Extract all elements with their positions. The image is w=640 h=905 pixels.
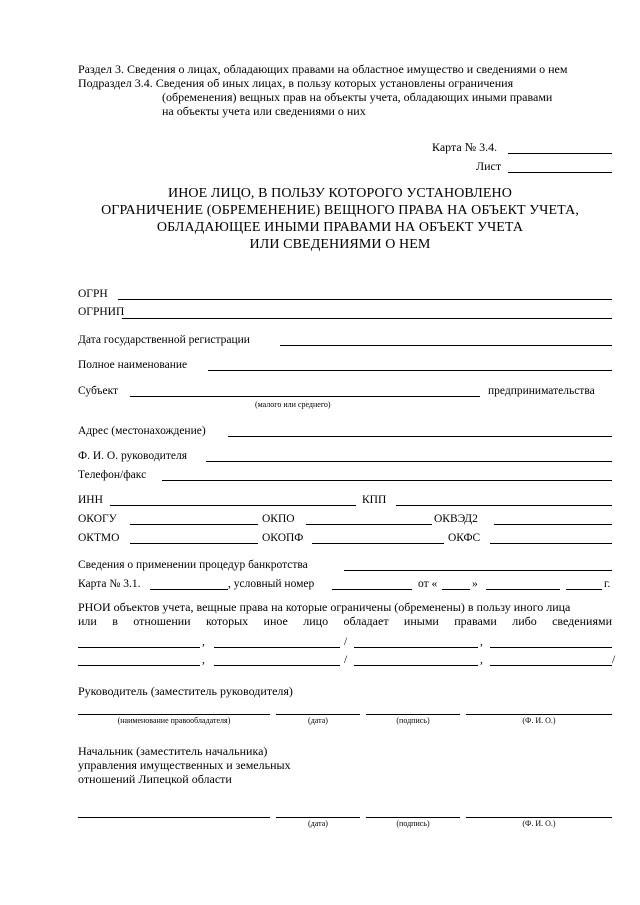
- rnoi-field[interactable]: [490, 665, 612, 666]
- holder-name-field[interactable]: [78, 714, 270, 715]
- fio-hint: (Ф. И. О.): [522, 819, 556, 828]
- rnoi-field[interactable]: [78, 647, 200, 648]
- rnoi-line2: или в отношении которых иное лицо обладает иными правами либо сведениями: [78, 614, 612, 628]
- signature-hint: (подпись): [396, 716, 430, 725]
- inn-field[interactable]: [110, 505, 356, 506]
- subsection-heading: Подраздел 3.4. Сведения об иных лицах, в пользу которых установлены ограничения: [78, 76, 514, 90]
- okopf-label: ОКОПФ: [262, 532, 304, 544]
- holder-hint: (наименование правообладателя): [117, 716, 231, 725]
- chief-title: Начальник (заместитель начальника): [78, 744, 268, 758]
- okpo-label: ОКПО: [262, 513, 295, 525]
- rnoi-field[interactable]: [214, 665, 340, 666]
- head-title: Руководитель (заместитель руководителя): [78, 684, 293, 698]
- signature-field[interactable]: [366, 817, 460, 818]
- okogu-field[interactable]: [130, 524, 258, 525]
- fio-hint: (Ф. И. О.): [522, 716, 556, 725]
- fio-field[interactable]: [466, 714, 612, 715]
- title-line: ОБЛАДАЮЩЕЕ ИНЫМИ ПРАВАМИ НА ОБЪЕКТ УЧЕТА: [156, 220, 524, 235]
- ogrnip-field[interactable]: [122, 318, 612, 319]
- cond-number-field[interactable]: [332, 589, 412, 590]
- kpp-field[interactable]: [396, 505, 612, 506]
- phone-field[interactable]: [162, 480, 612, 481]
- rnoi-field[interactable]: [78, 665, 200, 666]
- rnoi-field[interactable]: [490, 647, 612, 648]
- card31-label: Карта № 3.1.: [78, 578, 141, 590]
- fio-field[interactable]: [466, 817, 612, 818]
- ogrnip-label: ОГРНИП: [78, 306, 125, 318]
- reg-date-field[interactable]: [280, 345, 612, 346]
- from-label: от «: [418, 578, 438, 590]
- okved-label: ОКВЭД2: [434, 513, 478, 525]
- subject-field[interactable]: [130, 396, 480, 397]
- oktmo-field[interactable]: [130, 543, 258, 544]
- separator-comma: ,: [480, 654, 483, 666]
- okfs-field[interactable]: [490, 543, 612, 544]
- card-number-field[interactable]: [508, 153, 612, 154]
- director-field[interactable]: [206, 461, 612, 462]
- reg-date-label: Дата государственной регистрации: [78, 334, 250, 346]
- rnoi-field[interactable]: [354, 665, 478, 666]
- inn-label: ИНН: [78, 494, 103, 506]
- okved-field[interactable]: [494, 524, 612, 525]
- year-field[interactable]: [566, 589, 602, 590]
- subsection-heading-cont2: на объекты учета или сведениями о них: [162, 104, 366, 118]
- okfs-label: ОКФС: [448, 532, 481, 544]
- bankruptcy-label: Сведения о применении процедур банкротства: [78, 559, 308, 571]
- title-line: ИЛИ СВЕДЕНИЯМИ О НЕМ: [249, 237, 431, 252]
- entrepreneurship-label: предпринимательства: [488, 385, 595, 397]
- kpp-label: КПП: [362, 494, 387, 506]
- separator-slash: /: [344, 636, 348, 648]
- card31-field[interactable]: [150, 589, 228, 590]
- okopf-field[interactable]: [312, 543, 444, 544]
- separator-comma: ,: [202, 654, 205, 666]
- subject-label: Субъект: [78, 385, 119, 397]
- phone-label: Телефон/факс: [78, 469, 147, 481]
- cond-number-label: , условный номер: [228, 578, 315, 590]
- date-hint: (дата): [308, 819, 328, 828]
- sheet-label: Лист: [476, 159, 502, 173]
- director-label: Ф. И. О. руководителя: [78, 450, 187, 462]
- okogu-label: ОКОГУ: [78, 513, 117, 525]
- okpo-field[interactable]: [306, 524, 432, 525]
- bankruptcy-field[interactable]: [344, 570, 612, 571]
- date-hint: (дата): [308, 716, 328, 725]
- chief-title-cont: управления имущественных и земельных: [78, 758, 291, 772]
- address-field[interactable]: [228, 436, 612, 437]
- month-field[interactable]: [486, 589, 560, 590]
- ogrn-label: ОГРН: [78, 288, 108, 300]
- address-label: Адрес (местонахождение): [78, 425, 206, 437]
- rnoi-line1: РНОИ объектов учета, вещные права на которые ограничены (обременены) в пользу иного лица: [78, 600, 571, 614]
- rnoi-field[interactable]: [214, 647, 340, 648]
- full-name-label: Полное наименование: [78, 359, 188, 371]
- rnoi-field[interactable]: [354, 647, 478, 648]
- full-name-field[interactable]: [208, 370, 612, 371]
- signature-field[interactable]: [366, 714, 460, 715]
- separator-slash: /: [344, 654, 348, 666]
- signature-hint: (подпись): [396, 819, 430, 828]
- ogrn-field[interactable]: [118, 299, 612, 300]
- separator-comma: ,: [480, 636, 483, 648]
- date-field[interactable]: [276, 817, 360, 818]
- separator-comma: ,: [202, 636, 205, 648]
- date-field[interactable]: [276, 714, 360, 715]
- subject-hint: (малого или среднего): [255, 400, 331, 409]
- title-line: ОГРАНИЧЕНИЕ (ОБРЕМЕНЕНИЕ) ВЕЩНОГО ПРАВА НА ОБЪЕКТ УЧЕТА,: [101, 203, 579, 218]
- sheet-field[interactable]: [508, 172, 612, 173]
- chief-name-field[interactable]: [78, 817, 270, 818]
- day-field[interactable]: [442, 589, 470, 590]
- section-heading: Раздел 3. Сведения о лицах, обладающих правами на областное имущество и сведениями о нем: [78, 62, 568, 76]
- chief-title-cont2: отношений Липецкой области: [78, 772, 232, 786]
- separator-slash: /: [612, 654, 616, 666]
- document-title: [60, 185, 620, 253]
- year-label: г.: [604, 578, 611, 590]
- card-number-label: Карта № 3.4.: [432, 140, 498, 154]
- quote-close: »: [472, 578, 478, 590]
- oktmo-label: ОКТМО: [78, 532, 120, 544]
- title-line: ИНОЕ ЛИЦО, В ПОЛЬЗУ КОТОРОГО УСТАНОВЛЕНО: [168, 186, 512, 201]
- subsection-heading-cont: (обременения) вещных прав на объекты учета, обладающих иными правами: [162, 90, 553, 104]
